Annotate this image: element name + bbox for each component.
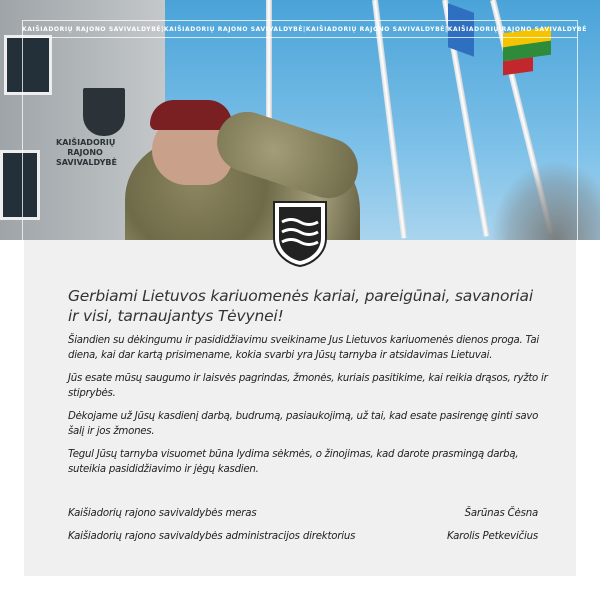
coat-of-arms-icon [272,200,328,268]
paragraph: Tegul Jūsų tarnyba visuomet būna lydima sėkmės, o žinojimas, kad darote prasmingą darbą, suteikia pasididžiavimo ir jėgų kasdien. [68,449,519,475]
signature-row [68,531,538,542]
strip-divider [22,37,578,38]
paragraph: Jūs esate mūsų saugumo ir laisvės pagrindas, žmonės, kuriais pasitikime, kai reikia drąsos, ryžto ir stiprybės. [68,373,548,399]
signature-row [68,508,538,519]
strip-separator: | [444,25,448,33]
sign-line: KAIŠIADORIŲ [56,138,116,147]
sign-line: SAVIVALDYBĖ [56,158,117,167]
municipality-strip [22,22,587,36]
signature-title: Kaišiadorių rajono savivaldybės meras [68,508,257,519]
strip-separator: | [161,25,164,33]
strip-text: KAIŠIADORIŲ RAJONO SAVIVALDYBĖ [305,25,445,33]
paragraph: Dėkojame už Jūsų kasdienį darbą, budrumą, pasiaukojimą, už tai, kad esate pasirengę ginti savo šalį ir jos žmones. [68,411,539,437]
signature-name: Šarūnas Čėsna [464,508,538,519]
signature-title: Kaišiadorių rajono savivaldybės administracijos direktorius [68,531,356,542]
greeting-heading: Gerbiami Lietuvos kariuomenės kariai, pareigūnai, savanoriai ir visi, tarnaujantys Tėvynei! [68,287,533,325]
strip-text: KAIŠIADORIŲ RAJONO SAVIVALDYBĖ [163,25,304,33]
sign-line: RAJONO [67,148,103,157]
strip-text: KAIŠIADORIŲ RAJONO SAVIVALDYBĖ [22,25,162,33]
strip-text: KAIŠIADORIŲ RAJONO SAVIVALDYBĖ [447,25,587,33]
paragraph: Šiandien su dėkingumu ir pasididžiavimu sveikiname Jus Lietuvos kariuomenės dienos proga. Tai diena, kai dar kartą prisimename, kokia svarbi yra Jūsų tarnyba ir atsidavimas Lietuvai. [68,335,539,361]
signature-name: Karolis Petkevičius [446,531,538,542]
strip-separator: | [303,25,306,33]
